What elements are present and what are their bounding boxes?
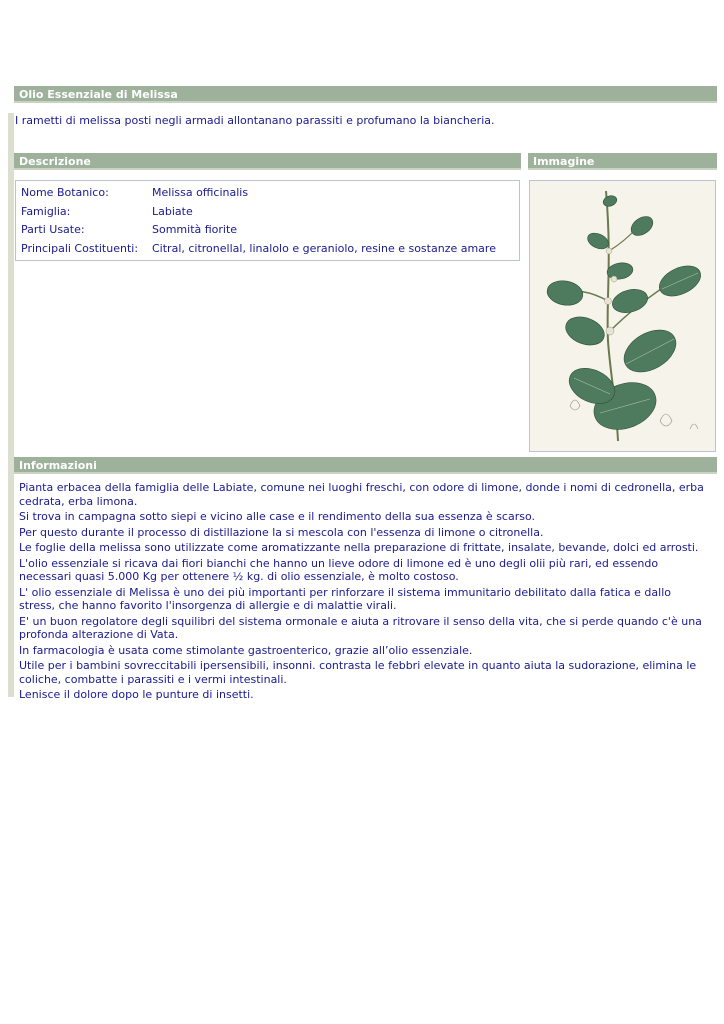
info-paragraph: Per questo durante il processo di distillazione la si mescola con l'essenza di limone o citronella.: [19, 525, 544, 539]
info-paragraph: Pianta erbacea della famiglia delle Labiate, comune nei luoghi freschi, con odore di limone, donde i nomi di cedronella, erba cedrata, erba limona.: [19, 481, 704, 508]
left-rail: [8, 113, 14, 697]
description-label: Parti Usate:: [21, 223, 85, 236]
info-paragraph: In farmacologia è usata come stimolante gastroenterico, grazie all’olio essenziale.: [19, 643, 473, 657]
description-row: [21, 221, 496, 240]
section-header-immagine: Immagine: [528, 153, 717, 170]
description-box: [15, 180, 520, 261]
info-paragraph: Le foglie della melissa sono utilizzate come aromatizzante nella preparazione di frittate, insalate, bevande, dolci ed arrosti.: [19, 541, 699, 554]
description-row: [21, 203, 496, 222]
melissa-plant-image: [530, 181, 715, 451]
info-paragraph: E' un buon regolatore degli squilibri del sistema ormonale e aiuta a ritrovare il senso della vita, che si perde quando c'è una profonda alterazione di Vata.: [19, 614, 702, 641]
description-row: [21, 184, 496, 203]
description-label: Famiglia:: [21, 204, 71, 218]
page-title: Olio Essenziale di Melissa: [14, 86, 717, 103]
info-paragraph: Lenisce il dolore dopo le punture di insetti.: [19, 688, 254, 701]
info-paragraph: L'olio essenziale si ricava dai fiori bianchi che hanno un lieve odore di limone ed è uno degli olii più rari, ed essendo necessari quasi 5.000 Kg per ottenere ½ kg. di olio essenziale, è molto costoso.: [19, 556, 659, 583]
description-label: Nome Botanico:: [21, 186, 109, 199]
description-value: Citral, citronellal, linalolo e geraniolo, resine e sostanze amare: [152, 241, 496, 255]
description-value: Melissa officinalis: [152, 186, 249, 199]
info-paragraph: Si trova in campagna sotto siepi e vicino alle case e il rendimento della sua essenza è scarso.: [19, 510, 536, 523]
description-label: Principali Costituenti:: [21, 241, 139, 255]
description-table: [21, 184, 496, 258]
description-value: Sommità fiorite: [152, 223, 238, 236]
intro-text: I rametti di melissa posti negli armadi allontanano parassiti e profumano la biancheria.: [15, 114, 495, 127]
description-row: [21, 240, 496, 259]
information-text: [19, 481, 709, 704]
section-header-informazioni: Informazioni: [14, 457, 717, 474]
info-paragraph: Utile per i bambini sovreccitabili ipersensibili, insonni. contrasta le febbri elevate in quanto aiuta la sudorazione, elimina le coliche, combatte i parassiti e i vermi intestinali.: [19, 659, 697, 686]
plant-illustration: [529, 180, 716, 452]
description-value: Labiate: [152, 204, 193, 218]
section-header-descrizione: Descrizione: [14, 153, 521, 170]
info-paragraph: L' olio essenziale di Melissa è uno dei più importanti per rinforzare il sistema immunitario debilitato dalla fatica e dallo stress, che hanno favorito l'insorgenza di allergie e di malattie virali.: [19, 585, 671, 612]
